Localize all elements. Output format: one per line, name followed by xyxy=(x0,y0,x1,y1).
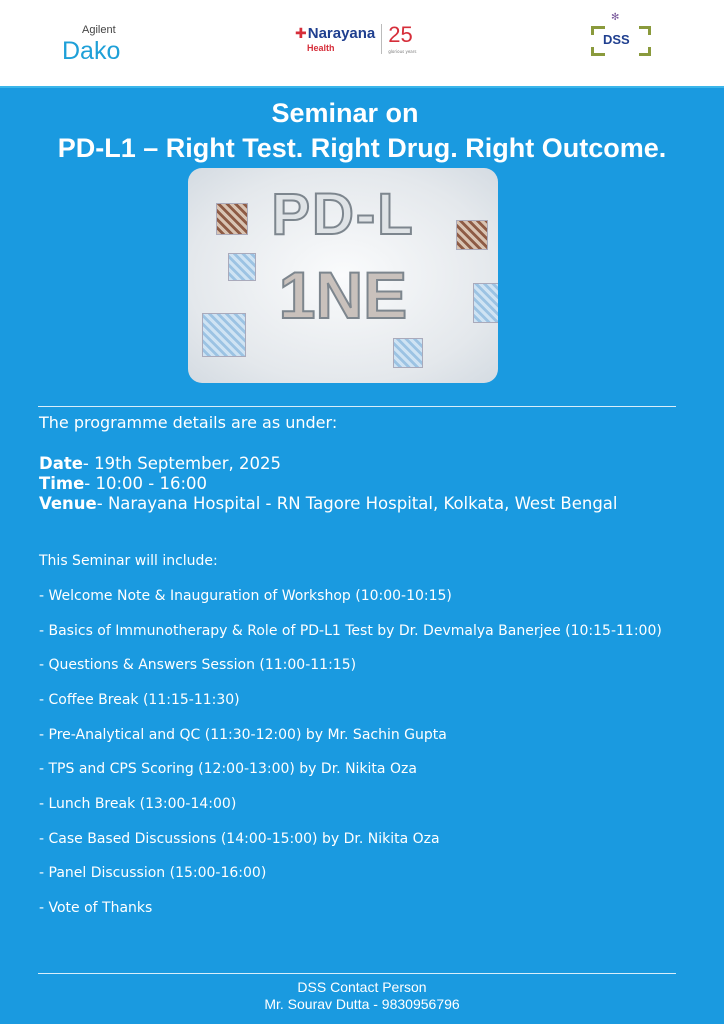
agenda-item: - Pre-Analytical and QC (11:30-12:00) by Mr. Sachin Gupta xyxy=(39,727,447,743)
detail-date xyxy=(39,454,281,474)
divider xyxy=(38,973,676,974)
cross-icon: ✚ xyxy=(295,25,307,42)
title-line-2: PD-L1 – Right Test. Right Drug. Right Outcome. xyxy=(57,133,667,163)
agenda-item: - Lunch Break (13:00-14:00) xyxy=(39,796,237,812)
dako-text: Dako xyxy=(62,37,121,65)
agenda-item: - Panel Discussion (15:00-16:00) xyxy=(39,865,267,881)
narayana-health-logo xyxy=(295,22,416,55)
programme-intro: The programme details are as under: xyxy=(39,413,338,432)
venue-label: Venue xyxy=(39,494,97,513)
venue-value: - Narayana Hospital - RN Tagore Hospital, Kolkata, West Bengal xyxy=(96,494,618,513)
hero-one-text: 1NE xyxy=(278,258,408,332)
agenda-item: - Coffee Break (11:15-11:30) xyxy=(39,692,240,708)
divider xyxy=(38,406,676,407)
include-heading: This Seminar will include: xyxy=(39,553,218,569)
agenda-item: - Questions & Answers Session (11:00-11:15) xyxy=(39,657,357,673)
logo-header xyxy=(0,0,724,88)
seminar-flyer xyxy=(0,88,724,1024)
detail-time xyxy=(39,474,207,494)
agenda-item: - Welcome Note & Inauguration of Workshop (10:00-10:15) xyxy=(39,588,452,604)
logo-divider xyxy=(381,24,382,54)
detail-venue xyxy=(39,494,618,514)
contact-heading: DSS Contact Person xyxy=(297,979,427,995)
agilent-text: Agilent xyxy=(82,24,116,36)
health-text: Health xyxy=(307,42,335,53)
pd-l1-hero-image xyxy=(188,168,498,383)
molecule-icon: ✻ xyxy=(611,12,620,23)
dss-text: DSS xyxy=(603,32,630,47)
agenda-item: - Basics of Immunotherapy & Role of PD-L1 Test by Dr. Devmalya Banerjee (10:15-11:00) xyxy=(39,623,662,639)
tissue-tile xyxy=(393,338,423,368)
page-title xyxy=(0,96,724,166)
agilent-dako-logo xyxy=(62,24,120,65)
time-value: - 10:00 - 16:00 xyxy=(84,474,208,493)
contact-person: Mr. Sourav Dutta - 9830956796 xyxy=(264,996,460,1012)
date-value: - 19th September, 2025 xyxy=(82,454,281,473)
date-label: Date xyxy=(39,454,83,473)
dss-logo xyxy=(591,12,653,62)
agenda-item: - Vote of Thanks xyxy=(39,900,153,916)
time-label: Time xyxy=(39,474,85,493)
years-text: 25 xyxy=(388,22,413,47)
glorious-years-text: glorious years xyxy=(388,49,417,54)
hero-pdl-text: PD-L xyxy=(271,182,415,247)
title-line-1: Seminar on xyxy=(271,98,419,128)
agenda-item: - TPS and CPS Scoring (12:00-13:00) by Dr. Nikita Oza xyxy=(39,761,417,777)
narayana-text: Narayana xyxy=(307,24,376,42)
agenda-item: - Case Based Discussions (14:00-15:00) by Dr. Nikita Oza xyxy=(39,831,440,847)
